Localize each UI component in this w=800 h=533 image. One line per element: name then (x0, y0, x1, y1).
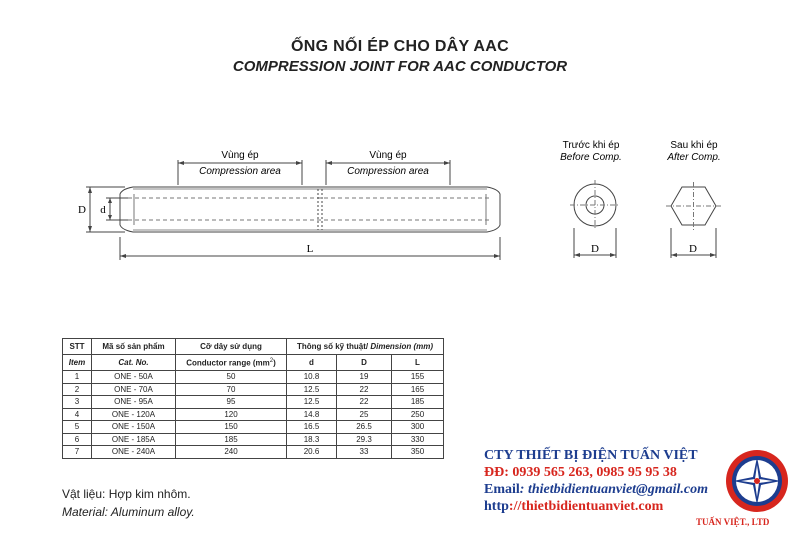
cell-D: 26.5 (337, 421, 392, 434)
header-code-vi: Mã số sản phẩm (92, 339, 176, 355)
title-english: COMPRESSION JOINT FOR AAC CONDUCTOR (232, 58, 568, 75)
cell-d: 10.8 (287, 371, 337, 384)
spec-table (62, 338, 444, 459)
header-item: Item (63, 355, 92, 371)
cell-code: ONE - 50A (92, 371, 176, 384)
logo-text: TUẤN VIỆT., LTD (696, 517, 770, 527)
material-en: Material: Aluminum alloy. (62, 505, 195, 519)
table-row (63, 421, 444, 434)
header-range-en: Conductor range $(mm^2)$ (176, 355, 287, 371)
table-row (63, 446, 444, 459)
zone-left-en-label: Compression area (199, 166, 281, 177)
company-logo (724, 448, 790, 514)
cell-D: 29.3 (337, 433, 392, 446)
table-row (63, 433, 444, 446)
header-range-vi: Cỡ dây sử dụng (176, 339, 287, 355)
dim-D-label: D (78, 204, 86, 216)
cell-d: 20.6 (287, 446, 337, 459)
header-dimension: Thông số kỹ thuật/ Dimension (mm) (287, 339, 444, 355)
cell-D: 33 (337, 446, 392, 459)
company-email[interactable]: Email: thietbidientuanviet@gmail.com (484, 482, 708, 497)
zone-left-vi-label: Vùng ép (221, 150, 259, 161)
dim-L-label: L (306, 243, 314, 255)
cell-stt: 1 (63, 371, 92, 384)
before-en-label: Before Comp. (560, 152, 622, 163)
company-info (484, 447, 708, 515)
cell-L: 350 (392, 446, 444, 459)
after-vi-label: Sau khi ép (670, 140, 718, 151)
cell-code: ONE - 185A (92, 433, 176, 446)
cell-stt: 7 (63, 446, 92, 459)
after-dim-label: D (689, 243, 697, 255)
header-L: L (392, 355, 444, 371)
before-vi-label: Trước khi ép (562, 140, 620, 151)
after-en-label: After Comp. (667, 152, 721, 163)
zone-right-vi-label: Vùng ép (369, 150, 407, 161)
dim-d-label: d (100, 204, 106, 216)
header-d: d (287, 355, 337, 371)
cell-D: 25 (337, 408, 392, 421)
header-code-en: Cat. No. (92, 355, 176, 371)
cell-code: ONE - 150A (92, 421, 176, 434)
zone-right-en-label: Compression area (347, 166, 429, 177)
cell-d: 12.5 (287, 396, 337, 409)
cell-L: 165 (392, 383, 444, 396)
cell-L: 250 (392, 408, 444, 421)
company-name: CTY THIẾT BỊ ĐIỆN TUẤN VIỆT (484, 448, 698, 463)
cell-d: 18.3 (287, 433, 337, 446)
cell-stt: 4 (63, 408, 92, 421)
cell-L: 155 (392, 371, 444, 384)
cell-code: ONE - 70A (92, 383, 176, 396)
cell-range: 240 (176, 446, 287, 459)
joint-outline (120, 187, 500, 232)
cell-stt: 5 (63, 421, 92, 434)
header-D: D (337, 355, 392, 371)
cell-range: 120 (176, 408, 287, 421)
table-row (63, 396, 444, 409)
title-vietnamese: ỐNG NỐI ÉP CHO DÂY AAC (291, 38, 509, 55)
cell-D: 19 (337, 371, 392, 384)
cell-stt: 3 (63, 396, 92, 409)
cell-code: ONE - 120A (92, 408, 176, 421)
cell-stt: 6 (63, 433, 92, 446)
cell-range: 185 (176, 433, 287, 446)
cell-stt: 2 (63, 383, 92, 396)
cell-L: 185 (392, 396, 444, 409)
company-website[interactable]: http://thietbidientuanviet.com (484, 499, 664, 514)
cell-range: 50 (176, 371, 287, 384)
cell-L: 300 (392, 421, 444, 434)
cell-range: 150 (176, 421, 287, 434)
table-row (63, 408, 444, 421)
cell-d: 12.5 (287, 383, 337, 396)
company-phone: ĐĐ: 0939 565 263, 0985 95 95 38 (484, 465, 677, 480)
cell-range: 95 (176, 396, 287, 409)
cell-d: 16.5 (287, 421, 337, 434)
cell-L: 330 (392, 433, 444, 446)
table-row (63, 371, 444, 384)
cell-code: ONE - 95A (92, 396, 176, 409)
cell-range: 70 (176, 383, 287, 396)
cell-D: 22 (337, 396, 392, 409)
cell-code: ONE - 240A (92, 446, 176, 459)
header-stt: STT (63, 339, 92, 355)
material-vi: Vật liệu: Hợp kim nhôm. (62, 487, 191, 501)
cell-D: 22 (337, 383, 392, 396)
before-dim-label: D (591, 243, 599, 255)
table-row (63, 383, 444, 396)
cell-d: 14.8 (287, 408, 337, 421)
